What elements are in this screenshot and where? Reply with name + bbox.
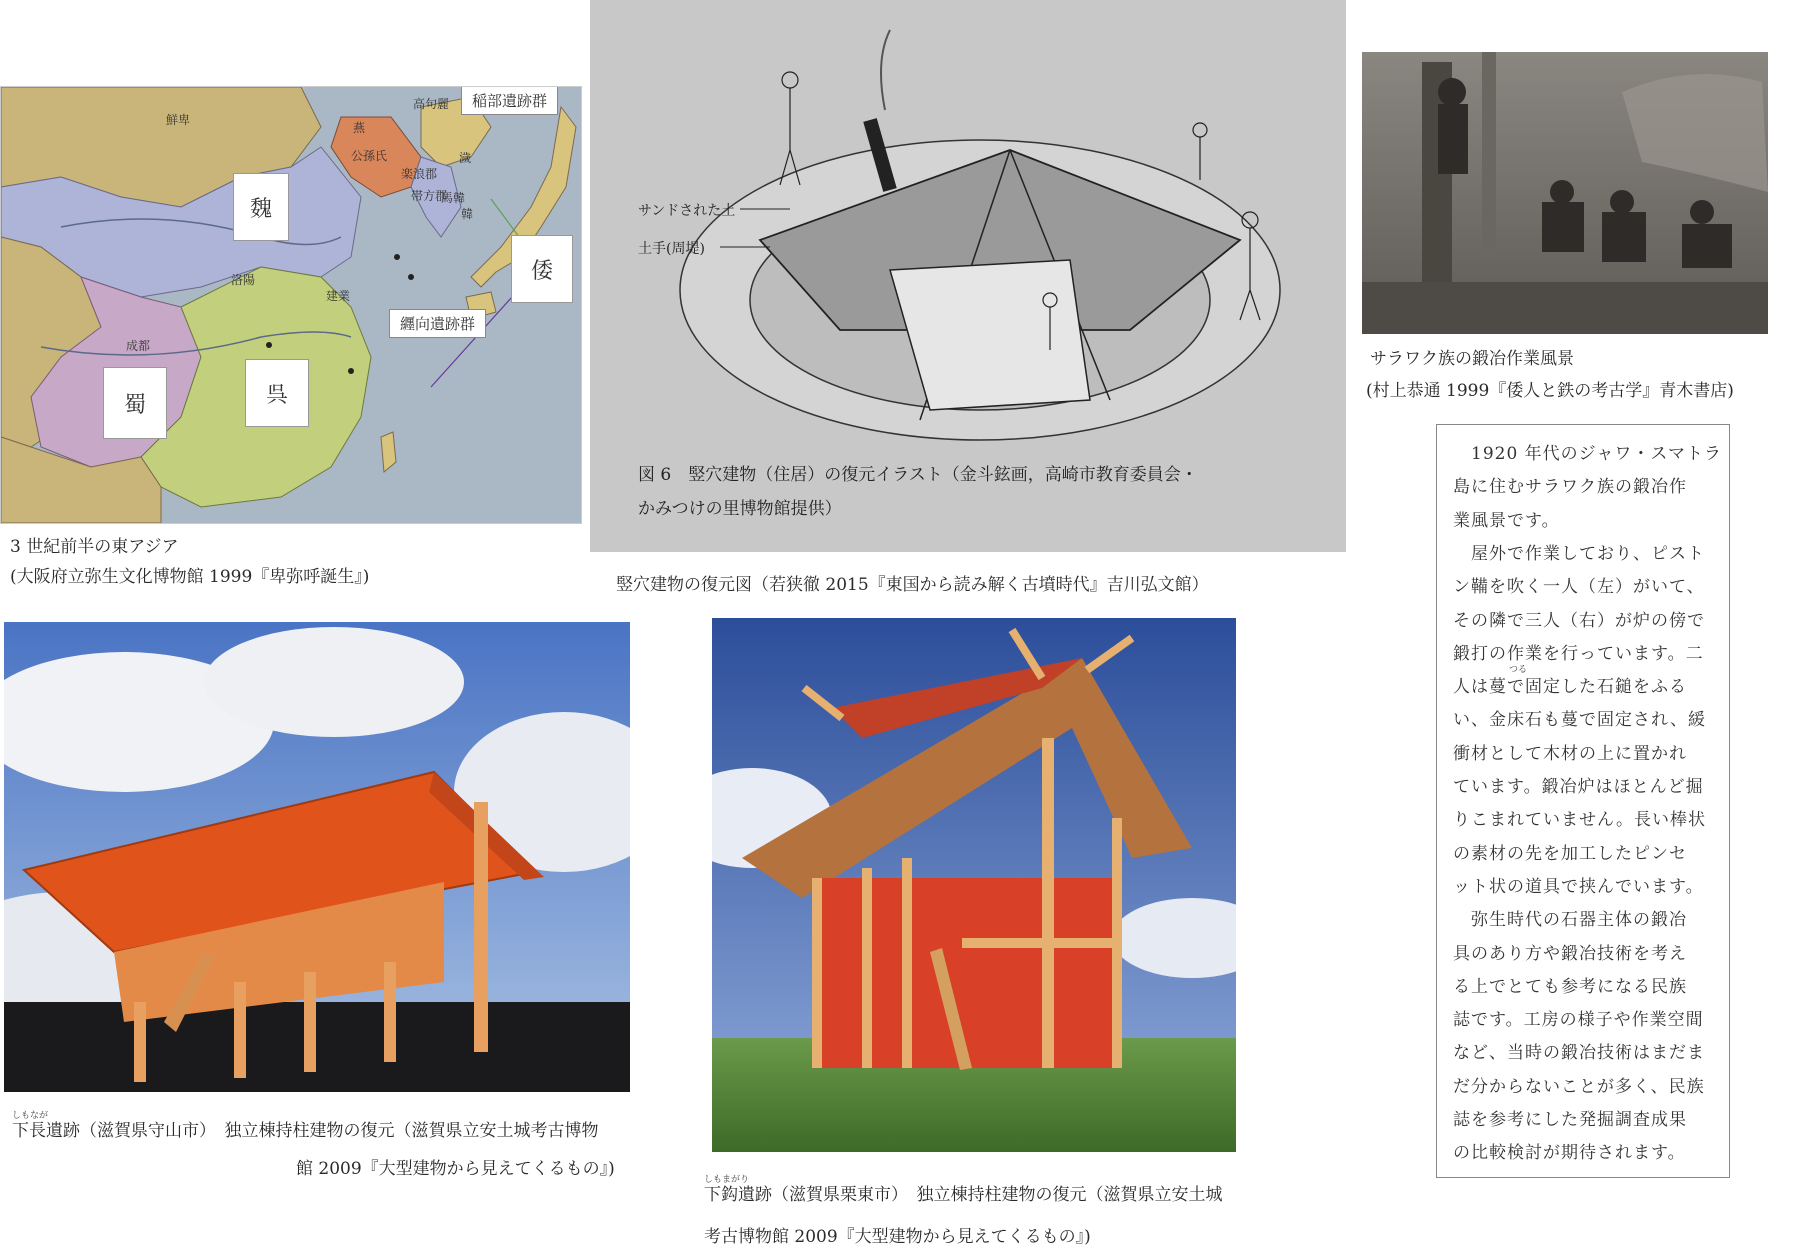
textbox-line: い、金床石も蔓で固定され、緩 — [1453, 710, 1707, 731]
shimomagari-building-render — [712, 618, 1236, 1152]
render2-caption-line1: 下鈎遺跡（滋賀県栗東市） 独立棟持柱建物の復元（滋賀県立安土城 — [704, 1185, 1223, 1205]
render1-ruby: しもなが — [12, 1111, 49, 1121]
map-place-ye: 濊 — [459, 151, 472, 165]
textbox-ruby: つる — [1509, 665, 1528, 676]
textbox-line: その隣で三人（右）が炉の傍で — [1453, 610, 1705, 631]
map-label-wei: 魏 — [233, 173, 289, 241]
map-place-yan: 燕 — [353, 121, 366, 135]
textbox-line: 業風景です。 — [1453, 510, 1560, 531]
textbox-line: の比較検討が期待されます。 — [1453, 1143, 1686, 1164]
pit-figure-caption-2: かみつけの里博物館提供） — [638, 499, 842, 519]
textbox-line: 誌を参考にした発掘調査成果 — [1453, 1110, 1687, 1130]
textbox-line: 衝材として木材の上に置かれ — [1453, 743, 1687, 764]
pit-figure-caption-1: 図 6 竪穴建物（住居）の復元イラスト（金斗鉉画，高崎市教育委員会・ — [638, 465, 1198, 485]
textbox-line: 誌です。工房の様子や作業空間 — [1453, 1010, 1704, 1031]
photo-caption-title: サラワク族の鍛冶作業風景 — [1370, 349, 1574, 369]
textbox-line: 弥生時代の石器主体の鍛冶 — [1453, 910, 1687, 931]
map-place-han: 韓 — [461, 207, 474, 221]
textbox-line: の素材の先を加工したピンセ — [1453, 843, 1687, 864]
textbox-line: 人は蔓で固定した石鎚をふる — [1453, 677, 1687, 698]
textbox-line: だ分からないことが多く、民族 — [1453, 1076, 1705, 1097]
map-label-wa: 倭 — [511, 235, 573, 303]
textbox-line: る上でとても参考になる民族 — [1453, 976, 1687, 997]
jianye-dot — [348, 368, 354, 374]
map-place-chengdu: 成都 — [126, 339, 151, 353]
textbox-line: りこまれていません。長い棒状 — [1453, 810, 1707, 831]
map-tag-makimuku: 纒向遺跡群 — [389, 309, 486, 338]
photo-caption-source: (村上恭通 1999『倭人と鉄の考古学』青木書店) — [1366, 381, 1734, 401]
map-place-mahan: 馬韓 — [441, 191, 466, 205]
textbox-line: 鍛打の作業を行っています。二 — [1453, 643, 1704, 664]
map-caption-source: (大阪府立弥生文化博物館 1999『卑弥呼誕生』) — [10, 567, 370, 587]
smithing-photo-image — [1362, 52, 1768, 334]
map-place-goguryeo: 高句麗 — [413, 97, 450, 111]
pit-label-bank: 土手(周堤) — [638, 241, 705, 257]
luoyang-dot — [266, 342, 272, 348]
map-place-xianbei: 鮮卑 — [166, 113, 191, 127]
render1-caption-line1: 下長遺跡（滋賀県守山市） 独立棟持柱建物の復元（滋賀県立安土城考古博物 — [12, 1121, 599, 1141]
map-place-lelang: 楽浪郡 — [401, 167, 438, 181]
map-place-luoyang: 洛陽 — [231, 273, 256, 287]
map-tag-inabe: 稲部遺跡群 — [461, 86, 558, 115]
render2-ruby: しもまがり — [704, 1175, 750, 1185]
textbox-line: ット状の道具で挟んでいます。 — [1453, 876, 1704, 897]
map-illustration — [1, 87, 581, 523]
render2-caption-line2: 考古博物館 2009『大型建物から見えてくるもの』) — [704, 1227, 1091, 1247]
daifang-dot — [408, 274, 414, 280]
map-label-wu: 呉 — [245, 359, 309, 427]
pit-caption-source: 竪穴建物の復元図（若狭徹 2015『東国から読み解く古墳時代』吉川弘文館） — [616, 575, 1209, 595]
sarawak-smithing-photo — [1362, 52, 1768, 334]
shimonaga-building-render — [4, 622, 630, 1092]
lelang-dot — [394, 254, 400, 260]
shimomagari-render-image — [712, 618, 1236, 1152]
pit-dwelling-illustration — [590, 0, 1346, 552]
textbox-line: ン鞴を吹く一人（左）がいて、 — [1453, 577, 1705, 598]
textbox-line: など、当時の鍛冶技術はまだま — [1453, 1043, 1705, 1064]
render1-caption-line2: 館 2009『大型建物から見えてくるもの』) — [296, 1159, 615, 1179]
map-place-daifang: 帯方郡 — [411, 189, 448, 203]
map-label-shu: 蜀 — [103, 367, 167, 439]
textbox-line: 1920 年代のジャワ・スマトラ — [1453, 444, 1722, 464]
shimonaga-render-image — [4, 622, 630, 1092]
east-asia-map — [0, 86, 582, 524]
textbox-line: ています。鍛冶炉はほとんど掘 — [1453, 777, 1704, 797]
map-place-gongsun: 公孫氏 — [351, 149, 388, 163]
map-caption-title: 3 世紀前半の東アジア — [10, 537, 179, 557]
textbox-line: 具のあり方や鍛冶技術を考え — [1453, 943, 1687, 964]
map-place-jianye: 建業 — [326, 289, 351, 303]
explanation-textbox — [1436, 424, 1730, 1178]
pit-label-sand: サンドされた土 — [638, 203, 736, 219]
textbox-line: 屋外で作業しており、ピスト — [1453, 543, 1705, 564]
textbox-line: 島に住むサラワク族の鍛冶作 — [1453, 477, 1687, 498]
